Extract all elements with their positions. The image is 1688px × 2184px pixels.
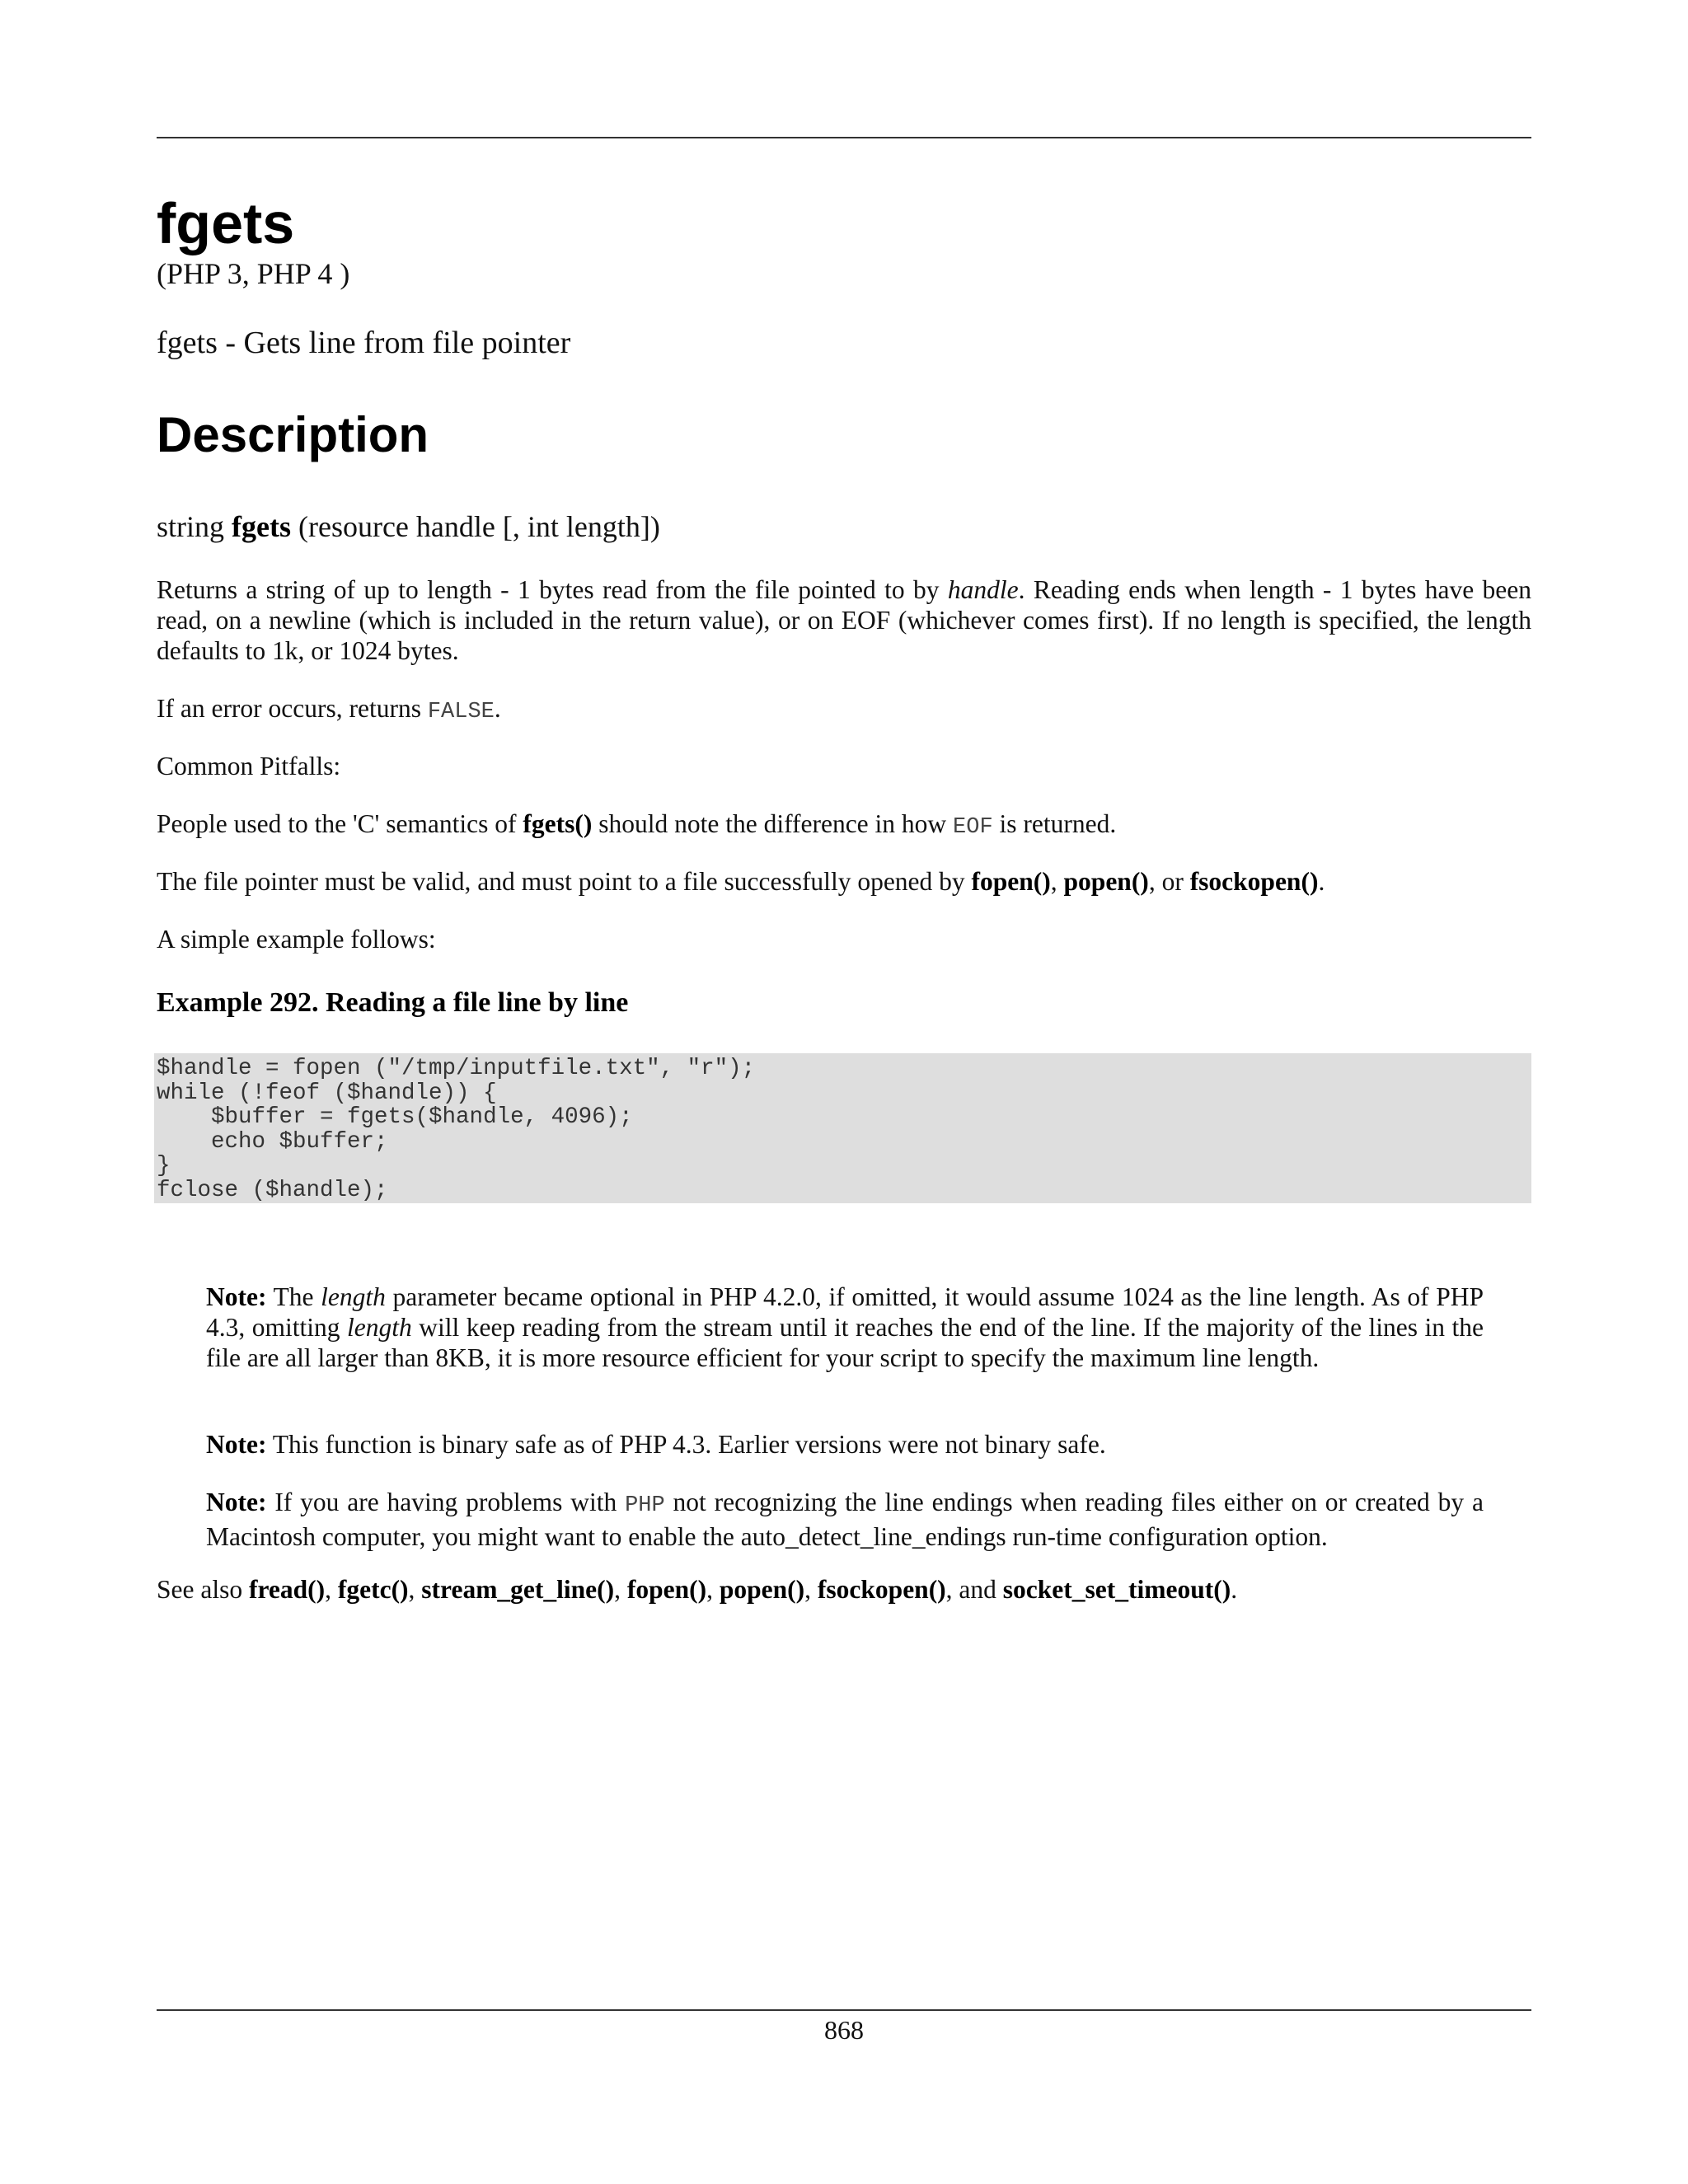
note-label: Note: bbox=[206, 1282, 267, 1311]
page-number: 868 bbox=[824, 2015, 864, 2045]
note-label: Note: bbox=[206, 1430, 267, 1459]
pitfall-text-2: should note the difference in how bbox=[592, 809, 954, 838]
php-versions: (PHP 3, PHP 4 ) bbox=[157, 257, 350, 290]
param-length: length bbox=[321, 1282, 386, 1311]
see-also-suffix: . bbox=[1231, 1575, 1238, 1604]
pitfalls-label: Common Pitfalls: bbox=[157, 752, 341, 780]
error-text: If an error occurs, returns bbox=[157, 694, 428, 723]
param-length: length bbox=[347, 1313, 412, 1342]
note-3-text-1: If you are having problems with bbox=[266, 1488, 626, 1516]
see-also-separator: , bbox=[614, 1575, 627, 1604]
pointer-text: The file pointer must be valid, and must point to a file successfully opened by bbox=[157, 867, 972, 896]
see-also-link: stream_get_line() bbox=[421, 1575, 615, 1604]
function-purpose: fgets - Gets line from file pointer bbox=[157, 326, 571, 360]
see-also-paragraph bbox=[157, 1574, 1531, 1605]
fopen-function-ref: fopen() bbox=[971, 867, 1051, 896]
note-2-text: This function is binary safe as of PHP 4.3. Earlier versions were not binary safe. bbox=[266, 1430, 1106, 1459]
example-title: Example 292. Reading a file line by line bbox=[157, 987, 629, 1018]
returns-text-2: . Reading ends when length - 1 bytes have been read, on a newline (which is included in the return value), or on EOF (whichever comes first). If no length is specified, the length defaults to 1k, or 1024 bytes. bbox=[157, 575, 1531, 665]
see-also-link: fread() bbox=[248, 1575, 326, 1604]
synopsis-return-type: string bbox=[157, 510, 225, 543]
footer-rule bbox=[157, 2009, 1531, 2011]
file-pointer-paragraph bbox=[157, 866, 1531, 897]
simple-example-intro: A simple example follows: bbox=[157, 925, 436, 954]
note-1-text-1: The bbox=[266, 1282, 321, 1311]
function-synopsis bbox=[157, 509, 660, 545]
note-1-text-2: parameter became optional in PHP 4.2.0, if omitted, it would assume 1024 as the line length. As of PHP 4.3, omitting bbox=[206, 1282, 1484, 1342]
synopsis-params: (resource handle [, int length]) bbox=[298, 510, 660, 543]
pitfall-paragraph bbox=[157, 808, 1531, 843]
example-code-block: $handle = fopen ("/tmp/inputfile.txt", "r"); while (!feof ($handle)) { $buffer = fgets($handle, 4096); echo $buffer; } fclose ($handle); bbox=[154, 1053, 1531, 1203]
see-also-separator: , bbox=[804, 1575, 818, 1604]
see-also-prefix: See also bbox=[157, 1575, 249, 1604]
fgets-function-ref: fgets() bbox=[523, 809, 593, 838]
false-constant: FALSE bbox=[427, 700, 495, 724]
pointer-sep-1: , bbox=[1050, 867, 1064, 896]
note-binary-safe bbox=[206, 1429, 1484, 1460]
description-heading: Description bbox=[157, 407, 429, 462]
eof-constant: EOF bbox=[953, 815, 993, 840]
pointer-text-end: . bbox=[1318, 867, 1325, 896]
note-length-parameter bbox=[206, 1282, 1484, 1373]
see-also-link: popen() bbox=[719, 1575, 805, 1604]
see-also-separator: , and bbox=[945, 1575, 1003, 1604]
php-acronym: PHP bbox=[625, 1493, 665, 1518]
returns-paragraph bbox=[157, 574, 1531, 666]
see-also-separator: , bbox=[706, 1575, 720, 1604]
see-also-link: fsockopen() bbox=[817, 1575, 946, 1604]
pitfall-text-3: is returned. bbox=[992, 809, 1117, 838]
note-label: Note: bbox=[206, 1488, 267, 1516]
header-rule bbox=[157, 137, 1531, 138]
pitfall-text-1: People used to the 'C' semantics of bbox=[157, 809, 523, 838]
synopsis-function-name: fgets bbox=[232, 510, 291, 543]
error-paragraph bbox=[157, 693, 1531, 728]
pointer-sep-2: , or bbox=[1148, 867, 1190, 896]
fsockopen-function-ref: fsockopen() bbox=[1189, 867, 1319, 896]
see-also-separator: , bbox=[408, 1575, 422, 1604]
note-line-endings bbox=[206, 1487, 1484, 1552]
see-also-link: fgetc() bbox=[337, 1575, 409, 1604]
param-handle: handle bbox=[947, 575, 1019, 604]
popen-function-ref: popen() bbox=[1063, 867, 1149, 896]
returns-text-1: Returns a string of up to length - 1 bytes read from the file pointed to by bbox=[157, 575, 948, 604]
see-also-separator: , bbox=[325, 1575, 338, 1604]
note-3-text-2: not recognizing the line endings when reading files either on or created by a Macintosh computer, you might want to enable the auto_detect_line_endings run-time configuration option. bbox=[206, 1488, 1484, 1551]
page-title: fgets bbox=[157, 191, 295, 255]
note-1-text-3: will keep reading from the stream until it reaches the end of the line. If the majority of the lines in the file are all larger than 8KB, it is more resource efficient for your script to specify the maximum line length. bbox=[206, 1313, 1484, 1372]
see-also-link: fopen() bbox=[626, 1575, 707, 1604]
see-also-link: socket_set_timeout() bbox=[1002, 1575, 1231, 1604]
error-text-end: . bbox=[494, 694, 501, 723]
